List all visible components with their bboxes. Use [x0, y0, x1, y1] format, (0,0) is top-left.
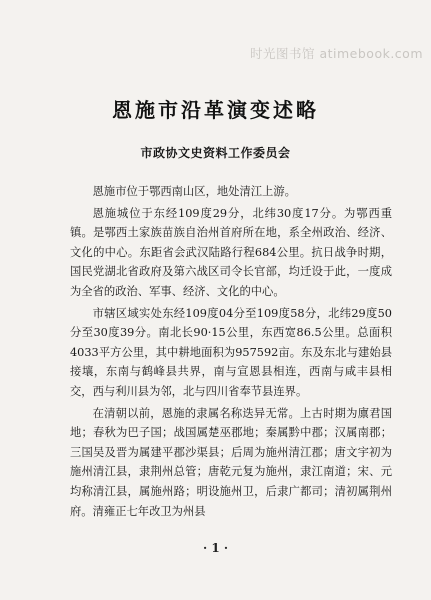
page-number: · 1 · — [202, 541, 229, 555]
document-body — [70, 182, 392, 523]
watermark-text: 时光图书馆 atimebook.com — [249, 46, 423, 61]
paragraph: 恩施城位于东经109度29分，北纬30度17分。为鄂西重镇。是鄂西土家族苗族自治州首府所在地，系全州政治、经济、文化的中心。东距省会武汉陆路行程684公里。抗日战争时期，国民党湖北省政府及第六战区司令长官部，均迁设于此，一度成为全省的政治、军事、经济、文化的中心。 — [70, 206, 392, 298]
document-author: 市政协文史资料工作委员会 — [140, 146, 291, 160]
paragraph: 市辖区域实处东经109度04分至109度58分，北纬29度50分至30度39分。南北长90·15公里，东西宽86.5公里。总面积4033平方公里，其中耕地面积为957592亩。东及东北与建始县接壤，东南与鹤峰县共界，南与宣恩县相连，西南与咸丰县相交，西与利川县为邻，北与四川省奉节县连界。 — [70, 306, 392, 398]
paragraph: 在清朝以前，恩施的隶属名称迭异无常。上古时期为廪君国地；春秋为巴子国；战国属楚巫郡地；秦属黔中郡；汉属南郡；三国吴及晋为属建平郡沙渠县；后周为施州清江郡；唐文宇初为施州清江县，隶荆州总管；唐乾元复为施州，隶江南道；宋、元均称清江县，属施州路；明设施州卫，后隶广都司；清初属荆州府。清雍正七年改卫为州县 — [70, 406, 392, 518]
paragraph: 恩施市位于鄂西南山区，地处清江上游。 — [92, 185, 296, 198]
document-title: 恩施市沿革演变述略 — [112, 98, 319, 122]
